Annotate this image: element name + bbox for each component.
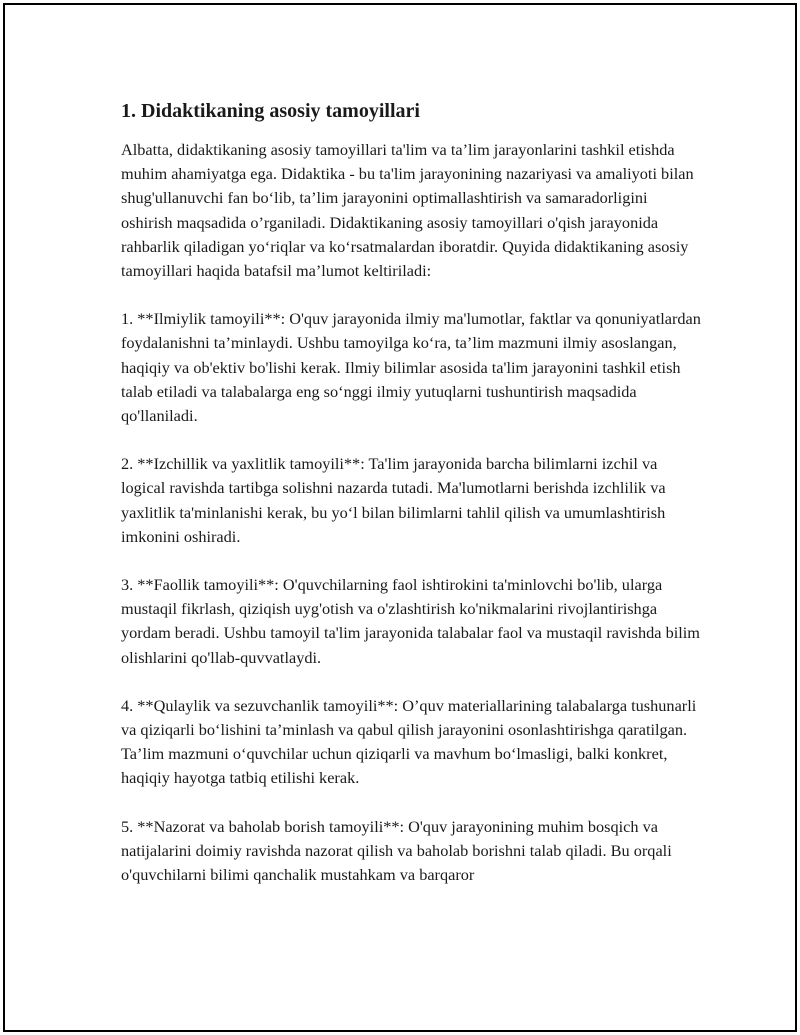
intro-paragraph: Albatta, didaktikaning asosiy tamoyillari ta'lim va ta’lim jarayonlarini tashkil etishda muhim ahamiyatga ega. Didaktika - bu ta'lim jarayonining nazariyasi va amaliyoti bilan shug'ullanuvchi fan bo‘lib, ta’lim jarayonini optimallashtirish va samaradorligini oshirish maqsadida o’rganiladi. Didaktikaning asosiy tamoyillari o'qish jarayonida rahbarlik qiladigan yo‘riqlar va ko‘rsatmalardan iboratdir. Quyida didaktikaning asosiy tamoyillari haqida batafsil ma’lumot keltiriladi: [121, 140, 694, 281]
principle-paragraph-5: 5. **Nazorat va baholab borish tamoyili**: O'quv jarayonining muhim bosqich va natijalarini doimiy ravishda nazorat qilish va baholab borishni talab qiladi. Bu orqali o'quvchilarni bilimi qanchalik mustahkam va barqaror [121, 816, 672, 885]
principle-paragraph-2: 2. **Izchillik va yaxlitlik tamoyili**: Ta'lim jarayonida barcha bilimlarni izchil va logical ravishda tartibga solishni nazarda tutadi. Ma'lumotlarni berishda izchlilik va yaxlitlik ta'minlanishi kerak, bu yo‘l bilan bilimlarni tahlil qilish va umumlashtirish imkonini oshiradi. [121, 454, 666, 546]
page-frame [3, 3, 797, 1032]
principle-paragraph-4: 4. **Qulaylik va sezuvchanlik tamoyili**: O’quv materiallarining talabalarga tushunarli va qiziqarli bo‘lishini ta’minlash va qabul qilish jarayonini osonlashtirishga qaratilgan. Ta’lim mazmuni o‘quvchilar uchun qiziqarli va mavhum bo‘lmasligi, balki konkret, haqiqiy hayotga tatbiq etilishi kerak. [121, 695, 697, 788]
principle-paragraph-1: 1. **Ilmiylik tamoyili**: O'quv jarayonida ilmiy ma'lumotlar, faktlar va qonuniyatlardan foydalanishni ta’minlaydi. Ushbu tamoyilga ko‘ra, ta’lim mazmuni ilmiy asoslangan, haqiqiy va ob'ektiv bo'lishi kerak. Ilmiy bilimlar asosida ta'lim jarayonini tashkil etish talab etiladi va talabalarga eng so‘nggi ilmiy yutuqlarni tushuntirish maqsadida qo'llaniladi. [121, 309, 701, 426]
section-heading: 1. Didaktikaning asosiy tamoyillari [121, 100, 420, 122]
principle-paragraph-3: 3. **Faollik tamoyili**: O'quvchilarning faol ishtirokini ta'minlovchi bo'lib, ularga mustaqil fikrlash, qiziqish uyg'otish va o'zlashtirish ko'nikmalarini rivojlantirishga yordam beradi. Ushbu tamoyil ta'lim jarayonida talabalar faol va mustaqil ravishda bilim olishlarini qo'llab-quvvatlaydi. [121, 575, 700, 667]
document-body [121, 98, 701, 911]
